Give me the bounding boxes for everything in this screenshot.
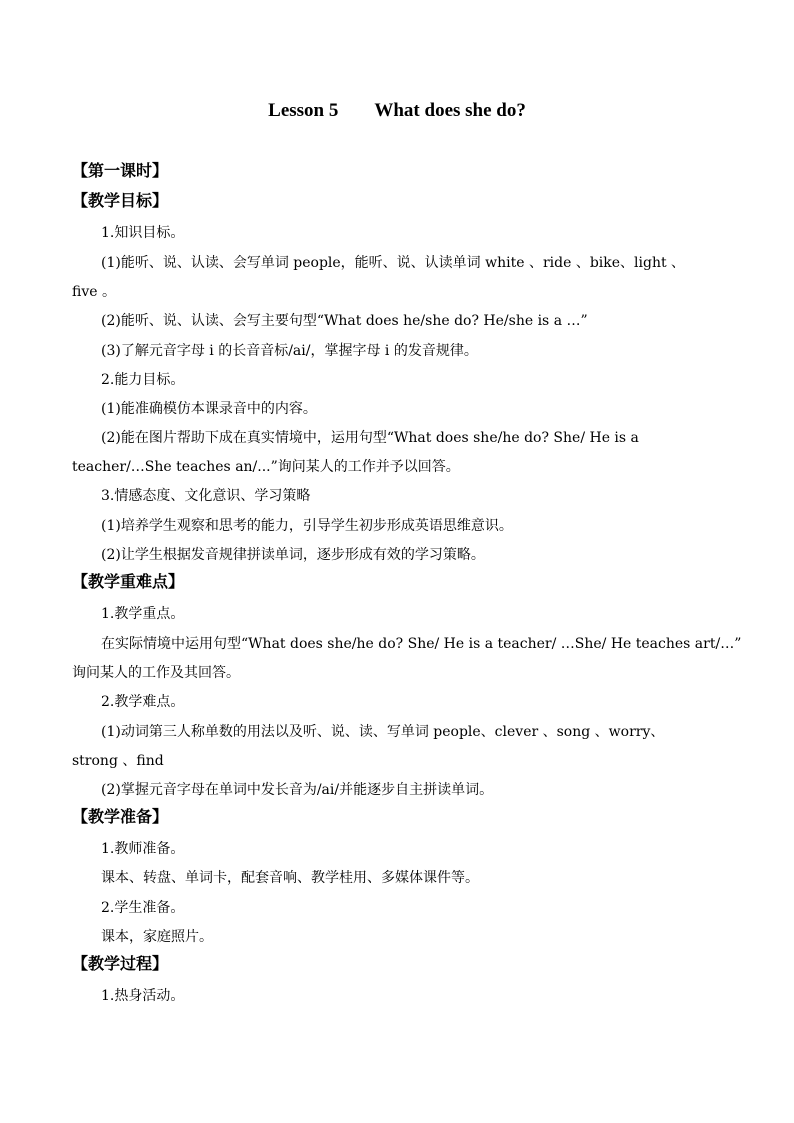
objective-knowledge: 1.知识目标。 bbox=[101, 225, 185, 241]
objective-attitude-2: (2)让学生根据发音规律拼读单词，逐步形成有效的学习策略。 bbox=[101, 547, 485, 563]
objective-ability-2a: (2)能在图片帮助下成在真实情境中，运用句型“What does she/he do? She/ He is a bbox=[101, 430, 639, 446]
process-warmup: 1.热身活动。 bbox=[101, 988, 185, 1004]
lesson-title bbox=[0, 100, 794, 122]
key-point-2-1b: strong 、find bbox=[72, 753, 164, 769]
key-point-2: 2.教学难点。 bbox=[101, 694, 185, 710]
objective-knowledge-3: (3)了解元音字母 i 的长音音标/ai/，掌握字母 i 的发音规律。 bbox=[101, 343, 478, 359]
objective-ability-2b: teacher/…She teaches an/...”询问某人的工作并予以回答。 bbox=[72, 459, 460, 475]
objective-knowledge-2: (2)能听、说、认读、会写主要句型“What does he/she do? He/she is a …” bbox=[101, 313, 588, 329]
objective-attitude-1: (1)培养学生观察和思考的能力，引导学生初步形成英语思维意识。 bbox=[101, 518, 513, 534]
prep-student: 2.学生准备。 bbox=[101, 900, 185, 916]
section-heading-process: 【教学过程】 bbox=[72, 954, 169, 973]
title-lesson: Lesson 5 bbox=[268, 100, 339, 121]
objective-attitude: 3.情感态度、文化意识、学习策略 bbox=[101, 488, 311, 504]
title-question: What does she do? bbox=[374, 100, 526, 121]
key-point-1a: 在实际情境中运用句型“What does she/he do? She/ He is a teacher/ …She/ He teaches art/…” bbox=[101, 636, 742, 652]
key-point-1b: 询问某人的工作及其回答。 bbox=[72, 665, 240, 681]
section-heading-preparation: 【教学准备】 bbox=[72, 807, 169, 826]
key-point-2-2: (2)掌握元音字母在单词中发长音为/ai/并能逐步自主拼读单词。 bbox=[101, 782, 494, 798]
objective-knowledge-1a: (1)能听、说、认读、会写单词 people，能听、说、认读单词 white 、ride 、bike、light 、 bbox=[101, 255, 686, 271]
prep-teacher: 1.教师准备。 bbox=[101, 841, 185, 857]
prep-teacher-items: 课本、转盘、单词卡，配套音响、教学桂用、多媒体课件等。 bbox=[101, 870, 479, 886]
objective-knowledge-1b: five 。 bbox=[72, 284, 116, 300]
section-heading-period: 【第一课时】 bbox=[72, 161, 169, 180]
objective-ability-1: (1)能准确模仿本课录音中的内容。 bbox=[101, 401, 317, 417]
prep-student-items: 课本，家庭照片。 bbox=[101, 929, 213, 945]
key-point-2-1a: (1)动词第三人称单数的用法以及听、说、读、写单词 people、clever 、song 、worry、 bbox=[101, 724, 665, 740]
section-heading-objectives: 【教学目标】 bbox=[72, 191, 169, 210]
key-point-1: 1.教学重点。 bbox=[101, 606, 185, 622]
section-heading-key-points: 【教学重难点】 bbox=[72, 572, 185, 591]
objective-ability: 2.能力目标。 bbox=[101, 372, 185, 388]
